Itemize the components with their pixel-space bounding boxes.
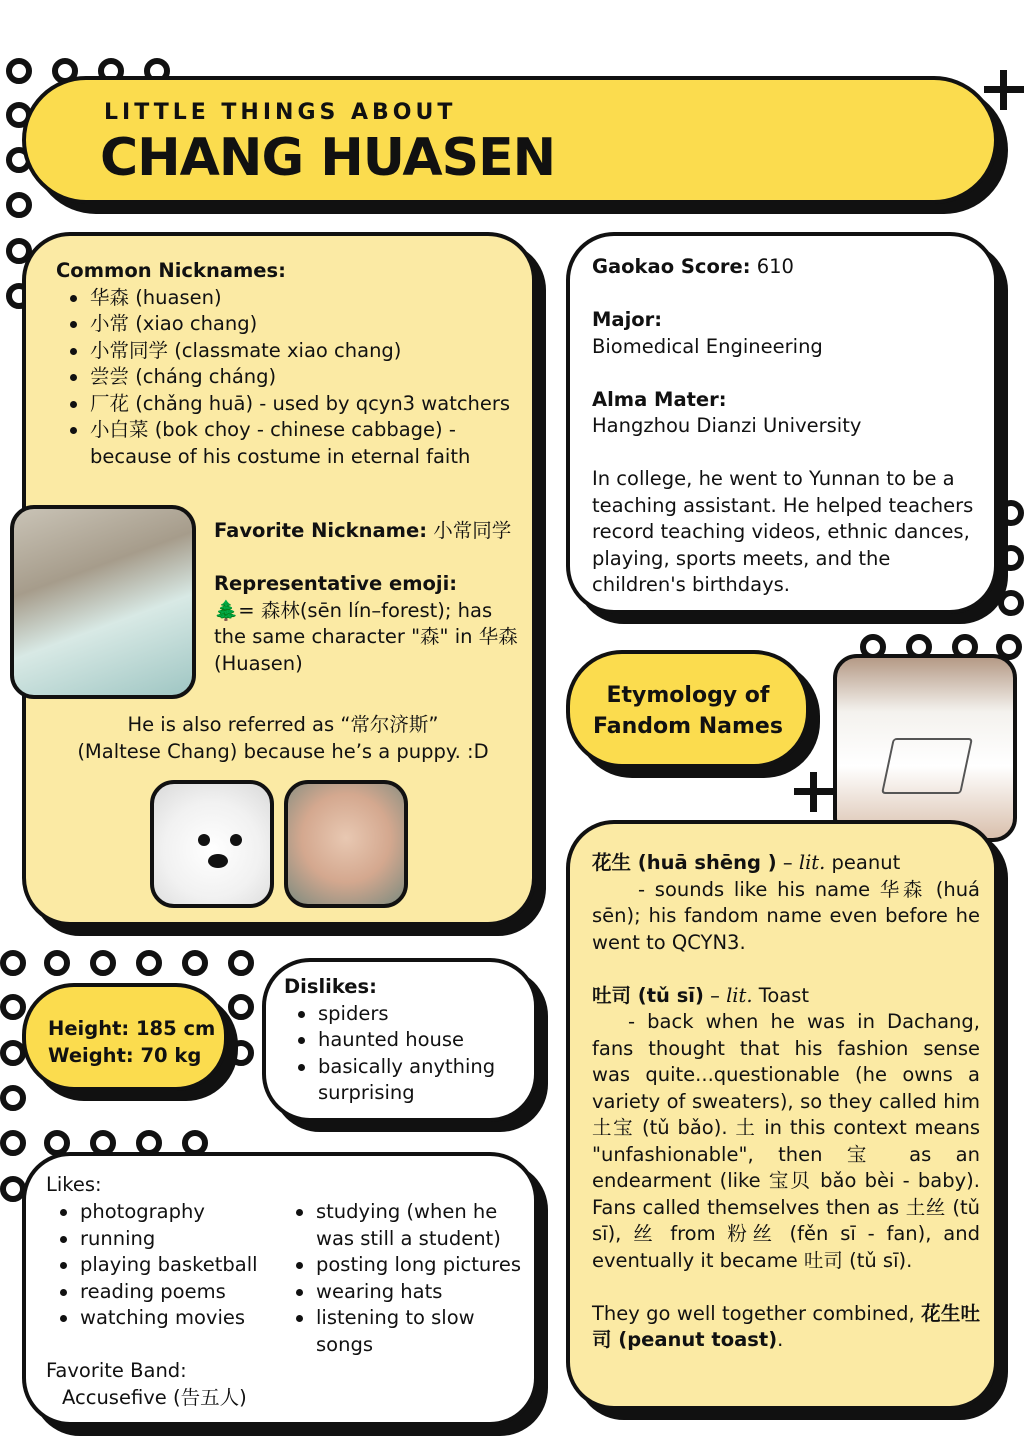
decor-ring <box>44 950 70 976</box>
tusi-text: - back when he was in Dachang, fans thought that his fashion sense was quite...questionable (he owns a variety of sweaters), so they called him 土宝 (tǔ bǎo). 土 in this context means "unfashionable", then 宝 as an endearment (like 宝贝 bǎo bèi - baby). Fans called themselves then as 土丝 (tǔ sī), 丝 from 粉丝 (fěn sī - fan), and eventually it became 吐司 (tǔ sī). <box>592 1010 980 1272</box>
favorite-band-value: Accusefive (告五人) <box>62 1385 247 1409</box>
decor-ring <box>182 950 208 976</box>
decor-ring <box>136 950 162 976</box>
maltese-line: He is also referred as “常尔济斯” <box>127 713 439 736</box>
emoji-label: Representative emoji: <box>214 572 458 595</box>
combined-end: . <box>777 1328 784 1351</box>
list-item: spiders <box>284 1001 534 1028</box>
etymology-heading-pill <box>566 650 810 768</box>
plus-icon <box>984 70 1024 110</box>
decor-ring <box>228 1040 254 1066</box>
decor-ring <box>0 1085 26 1111</box>
likes-heading: Likes: <box>46 1173 102 1196</box>
list-item: running <box>46 1226 276 1253</box>
tusi-heading <box>592 983 980 1010</box>
height: Height: 185 cm <box>48 1017 216 1040</box>
college-text: In college, he went to Yunnan to be a teaching assistant. He helped teachers record teaching videos, ethnic dances, playing, sports meets, and the children's birthdays. <box>592 467 974 596</box>
lit-label: lit. <box>798 851 826 874</box>
list-item: 厂花 (chǎng huā) - used by qcyn3 watchers <box>56 391 516 418</box>
list-item: studying (when he was still a student) <box>282 1199 528 1252</box>
dislikes-list <box>284 1001 534 1107</box>
huasheng-heading <box>592 850 980 877</box>
major-label: Major: <box>592 308 663 331</box>
favorite-nickname-value: 小常同学 <box>427 519 512 542</box>
costume-photo <box>10 505 196 699</box>
decor-ring <box>228 950 254 976</box>
gaokao-label: Gaokao Score: <box>592 255 751 278</box>
dash: – <box>703 983 727 1007</box>
favorite-nickname <box>214 518 524 545</box>
decor-ring <box>998 590 1024 616</box>
list-item: watching movies <box>46 1305 276 1332</box>
list-item: 小常 (xiao chang) <box>56 311 516 338</box>
favorite-band <box>46 1358 247 1411</box>
major <box>592 307 986 360</box>
nicknames-heading: Common Nicknames: <box>56 259 286 282</box>
etymology-card <box>566 820 998 1410</box>
decor-ring <box>0 1130 26 1156</box>
huasheng-text: - sounds like his name 华森 (huá sēn); his fandom name even before he went to QCYN3. <box>592 877 980 954</box>
emoji-description <box>214 598 524 678</box>
list-item: reading poems <box>46 1279 276 1306</box>
dash: – <box>776 851 799 874</box>
favorite-nickname-label: Favorite Nickname: <box>214 519 427 542</box>
weight: Weight: 70 kg <box>48 1044 202 1067</box>
combined-bold: 花生吐司 (peanut toast) <box>592 1301 980 1351</box>
tree-icon: 🌲 <box>214 598 239 622</box>
alma-label: Alma Mater: <box>592 387 727 411</box>
etymology-title-line: Fandom Names <box>593 714 783 739</box>
decor-ring <box>998 500 1024 526</box>
maltese-line: (Maltese Chang) because he’s a puppy. :D <box>77 739 489 763</box>
decor-ring <box>0 994 26 1020</box>
likes-list-right <box>282 1199 528 1358</box>
plus-icon <box>794 772 834 812</box>
list-item: listening to slow songs <box>282 1305 528 1358</box>
height-weight-pill <box>22 983 228 1091</box>
combined-lead: They go well together combined, <box>592 1301 922 1325</box>
list-item: basically anything surprising <box>284 1054 534 1107</box>
emoji-text: = 森林(sēn lín–forest); has the same character "森" in 华森 (Huasen) <box>214 598 518 675</box>
huasheng-meaning: peanut <box>825 851 901 874</box>
drawing-photo <box>833 654 1017 842</box>
list-item: 尝尝 (cháng cháng) <box>56 364 516 391</box>
list-item: 华森 (huasen) <box>56 285 516 312</box>
likes-card <box>22 1152 538 1426</box>
title-banner <box>22 76 998 204</box>
combined-text <box>592 1301 980 1354</box>
decor-ring <box>6 58 32 84</box>
list-item: 小常同学 (classmate xiao chang) <box>56 338 516 365</box>
decor-ring <box>228 994 254 1020</box>
list-item: haunted house <box>284 1027 534 1054</box>
list-item: wearing hats <box>282 1279 528 1306</box>
dislikes-heading: Dislikes: <box>284 975 377 998</box>
lit-label: lit. <box>726 983 753 1007</box>
decor-ring <box>90 950 116 976</box>
favorite-nickname-block <box>214 518 524 677</box>
etymology-title-line: Etymology of <box>606 683 770 708</box>
wink-photo <box>284 780 408 908</box>
maltese-dog-photo <box>150 780 274 908</box>
huasheng-term: 花生 (huā shēng ) <box>592 851 777 874</box>
education-card <box>566 232 998 614</box>
decor-ring <box>998 545 1024 571</box>
list-item: playing basketball <box>46 1252 276 1279</box>
gaokao-score <box>592 254 986 281</box>
tusi-meaning: Toast <box>752 983 810 1007</box>
dislikes-card <box>262 958 538 1122</box>
major-value: Biomedical Engineering <box>592 334 823 358</box>
alma-value: Hangzhou Dianzi University <box>592 414 862 437</box>
gaokao-value: 610 <box>750 255 794 278</box>
decor-ring <box>0 950 26 976</box>
favorite-band-label: Favorite Band: <box>46 1359 187 1382</box>
maltese-note <box>34 712 532 765</box>
nicknames-list <box>56 285 516 471</box>
title-kicker: LITTLE THINGS ABOUT <box>104 100 457 125</box>
list-item: posting long pictures <box>282 1252 528 1279</box>
list-item: photography <box>46 1199 276 1226</box>
decor-ring <box>6 192 32 218</box>
page-title: CHANG HUASEN <box>100 128 556 188</box>
likes-list-left <box>46 1199 276 1332</box>
list-item: 小白菜 (bok choy - chinese cabbage) - because of his costume in eternal faith <box>56 417 516 470</box>
alma-mater <box>592 387 986 440</box>
tusi-term: 吐司 (tǔ sī) <box>592 983 704 1007</box>
